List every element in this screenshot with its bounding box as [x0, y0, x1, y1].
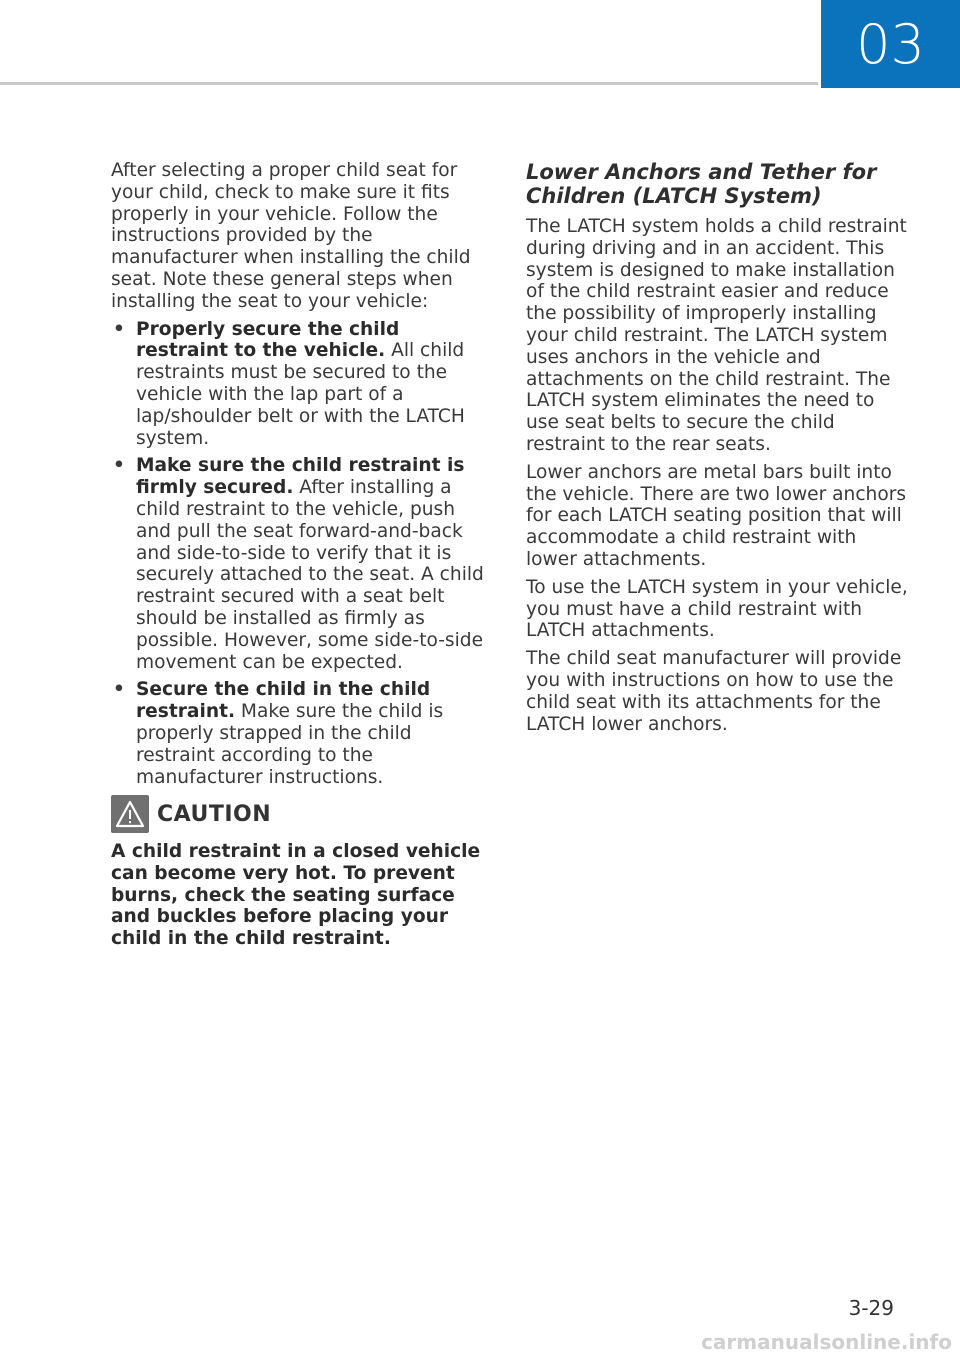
- warning-triangle-icon: [111, 795, 149, 833]
- step-title: Secure the child in the child restraint.: [136, 679, 431, 723]
- list-item: [111, 455, 489, 673]
- page-number: 3-29: [848, 1296, 894, 1320]
- list-item: [111, 319, 489, 450]
- step-text: After installing a child restraint to the vehicle, push and pull the seat forward-and-back and side-to-side to verify that it is securely attached to the seat. A child restraint secured with a seat belt should be installed as firmly as possible. However, some side-to-side movement can be expected.: [136, 477, 484, 673]
- steps-list: [111, 319, 489, 789]
- right-column: [526, 160, 908, 741]
- caution-header: [111, 794, 491, 834]
- list-item: [111, 679, 489, 788]
- paragraph: Lower anchors are metal bars built into the vehicle. There are two lower anchors for each LATCH seating position that will accommodate a child restraint with lower attachments.: [526, 461, 907, 570]
- step-title: Make sure the child restraint is firmly secured.: [136, 455, 465, 499]
- step-text: All child restraints must be secured to the vehicle with the lap part of a lap/shoulder belt or with the LATCH system.: [136, 340, 465, 449]
- watermark: carmanualsonline.info: [701, 1330, 952, 1354]
- paragraph: The child seat manufacturer will provide you with instructions on how to use the child seat with its attachments for the LATCH lower anchors.: [526, 648, 902, 735]
- header-rule: [0, 82, 818, 85]
- bullet-icon: •: [113, 679, 125, 701]
- caution-title: CAUTION: [157, 801, 272, 827]
- intro-paragraph: After selecting a proper child seat for your child, check to make sure it fits properly in your vehicle. Follow the instructions provided by the manufacturer when installing the child seat. Note these general steps when installing the seat to your vehicle:: [111, 160, 471, 312]
- left-column: [111, 160, 489, 794]
- paragraph: To use the LATCH system in your vehicle, you must have a child restraint with LATCH attachments.: [526, 576, 908, 642]
- chapter-tab: 03: [821, 0, 960, 88]
- paragraph: The LATCH system holds a child restraint during driving and in an accident. This system is designed to make installation of the child restraint easier and reduce the possibility of improperly installing your child restraint. The LATCH system uses anchors in the vehicle and attachments on the child restraint. The LATCH system eliminates the need to use seat belts to secure the child restraint to the rear seats.: [526, 216, 907, 455]
- bullet-icon: •: [113, 318, 125, 340]
- bullet-icon: •: [113, 455, 125, 477]
- section-heading: Lower Anchors and Tether for Children (LATCH System): [526, 160, 877, 208]
- step-title: Properly secure the child restraint to the vehicle.: [136, 318, 400, 362]
- step-text: Make sure the child is properly strapped in the child restraint according to the manufacturer instructions.: [136, 701, 444, 788]
- caution-box: [111, 794, 491, 950]
- caution-text: A child restraint in a closed vehicle can become very hot. To prevent burns, check the seating surface and buckles before placing your child in the child restraint.: [111, 841, 481, 950]
